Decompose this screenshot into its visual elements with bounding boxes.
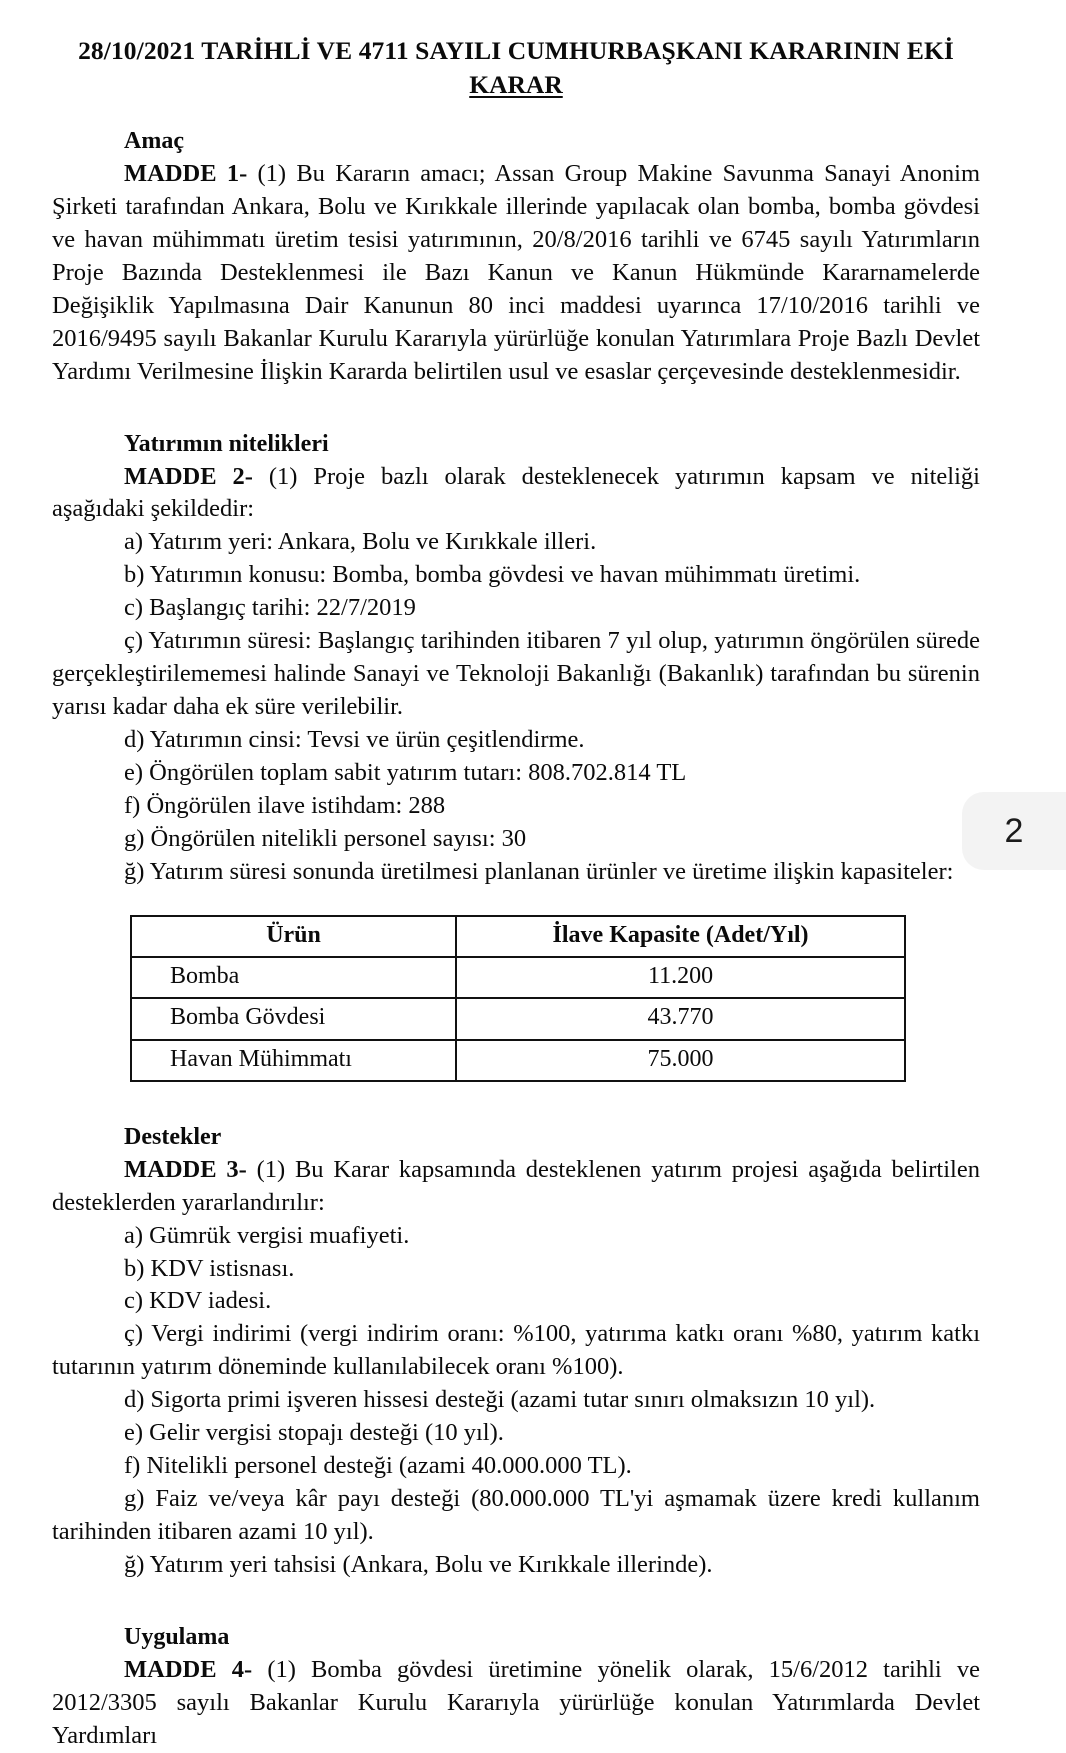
list-item: d) Sigorta primi işveren hissesi desteği (azami tutar sınırı olmaksızın 10 yıl). (124, 1386, 876, 1414)
paragraph-madde-4 (52, 1654, 980, 1753)
spacer (52, 100, 980, 126)
list-item: a) Yatırım yeri: Ankara, Bolu ve Kırıkkale illeri. (124, 528, 597, 556)
list-item: e) Öngörülen toplam sabit yatırım tutarı: 808.702.814 TL (124, 758, 687, 786)
table-cell-product: Havan Mühimmatı (131, 1040, 456, 1081)
spacer (52, 1082, 980, 1122)
list-item: f) Öngörülen ilave istihdam: 288 (124, 791, 446, 819)
madde-4-label: MADDE 4- (124, 1655, 253, 1683)
list-item: ç) Vergi indirimi (vergi indirim oranı: %100, yatırıma katkı oranı %80, yatırım katkı tutarının yatırım döneminde kullanılabilecek oranı %100). (52, 1320, 980, 1381)
list-item: d) Yatırımın cinsi: Tevsi ve ürün çeşitlendirme. (124, 726, 585, 754)
list-item: g) Faiz ve/veya kâr payı desteği (80.000.000 TL'yi aşmamak üzere kredi kullanım tarihinden itibaren azami 10 yıl). (52, 1485, 980, 1545)
document-subtitle-text: KARAR (469, 70, 563, 100)
table-cell-product: Bomba (131, 957, 456, 998)
list-item: ğ) Yatırım süresi sonunda üretilmesi planlanan ürünler ve üretime ilişkin kapasiteler: (124, 857, 954, 885)
madde-2-label: MADDE 2- (124, 462, 253, 490)
list-item: c) Başlangıç tarihi: 22/7/2019 (124, 594, 416, 622)
table-row (131, 998, 905, 1039)
section-heading-destekler: Destekler (124, 1123, 222, 1150)
madde-2-text: (1) Proje bazlı olarak desteklenecek yatırımın kapsam ve niteliği aşağıdaki şekildedir: (52, 462, 980, 523)
table-row (131, 957, 905, 998)
list-item: b) Yatırımın konusu: Bomba, bomba gövdesi ve havan mühimmatı üretimi. (124, 561, 861, 589)
section-heading-nitelikler: Yatırımın nitelikleri (124, 430, 329, 457)
capacity-table (130, 915, 906, 1082)
page-number-badge (962, 792, 1066, 870)
table-header-row (131, 916, 905, 957)
list-item: g) Öngörülen nitelikli personel sayısı: 30 (124, 824, 527, 852)
list-item: ç) Yatırımın süresi: Başlangıç tarihinden itibaren 7 yıl olup, yatırımın öngörülen sürede gerçekleştirilememesi halinde Sanayi ve Teknoloji Bakanlığı (Bakanlık) tarafından bu sürenin yarısı kadar daha ek süre verilebilir. (52, 627, 980, 721)
list-item: a) Gümrük vergisi muafiyeti. (124, 1221, 410, 1249)
madde-1-text: (1) Bu Kararın amacı; Assan Group Makine Savunma Sanayi Anonim Şirketi tarafından Ankara, Bolu ve Kırıkkale illerinde yapılacak olan bomba, bomba gövdesi ve havan mühimmatı üretim tesisi yatırımının, 20/8/2016 tarihli ve 6745 sayılı Yatırımların Proje Bazında Desteklenmesi ile Bazı Kanun ve Kanun Hükmünde Kararnamelerde Değişiklik Yapılmasına Dair Kanunun 80 inci maddesi uyarınca 17/10/2016 tarihli ve 2016/9495 sayılı Bakanlar Kurulu Kararıyla yürürlüğe konulan Yatırımlara Proje Bazlı Devlet Yardımı Verilmesine İlişkin Kararda belirtilen usul ve esaslar çerçevesinde desteklenmesidir. (52, 160, 980, 385)
paragraph-madde-2 (52, 461, 980, 527)
paragraph-madde-3 (52, 1154, 980, 1220)
spacer (52, 389, 980, 429)
section-heading-amac: Amaç (124, 128, 184, 155)
section-heading-uygulama: Uygulama (124, 1623, 230, 1650)
madde-3-label: MADDE 3- (124, 1155, 247, 1183)
page-title: 28/10/2021 TARİHLİ VE 4711 SAYILI CUMHURBAŞKANI KARARININ EKİ (78, 36, 954, 65)
table-row (131, 1040, 905, 1081)
table-header-product: Ürün (131, 916, 456, 957)
list-item: ğ) Yatırım yeri tahsisi (Ankara, Bolu ve Kırıkkale illerinde). (124, 1550, 713, 1578)
list-item: c) KDV iadesi. (124, 1287, 272, 1315)
table-cell-capacity: 75.000 (456, 1040, 905, 1081)
document-subtitle (52, 70, 980, 100)
table-cell-capacity: 11.200 (456, 957, 905, 998)
madde-4-text: (1) Bomba gövdesi üretimine yönelik olarak, 15/6/2012 tarihli ve 2012/3305 sayılı Bakanlar Kurulu Kararıyla yürürlüğe konulan Yatırımlarda Devlet Yardımları (52, 1655, 980, 1749)
list-item: e) Gelir vergisi stopajı desteği (10 yıl). (124, 1419, 504, 1447)
page-number-value: 2 (1004, 811, 1024, 850)
spacer (52, 1582, 980, 1622)
paragraph-madde-1 (52, 158, 980, 389)
madde-1-label: MADDE 1- (124, 160, 248, 188)
table-cell-capacity: 43.770 (456, 998, 905, 1039)
list-item: f) Nitelikli personel desteği (azami 40.000.000 TL). (124, 1452, 632, 1480)
page-content (52, 0, 980, 1753)
list-item: b) KDV istisnası. (124, 1254, 295, 1282)
table-cell-product: Bomba Gövdesi (131, 998, 456, 1039)
madde-3-text: (1) Bu Karar kapsamında desteklenen yatırım projesi aşağıda belirtilen desteklerden yararlandırılır: (52, 1155, 980, 1216)
table-header-capacity: İlave Kapasite (Adet/Yıl) (456, 916, 905, 957)
capacity-table-container (52, 915, 980, 1082)
